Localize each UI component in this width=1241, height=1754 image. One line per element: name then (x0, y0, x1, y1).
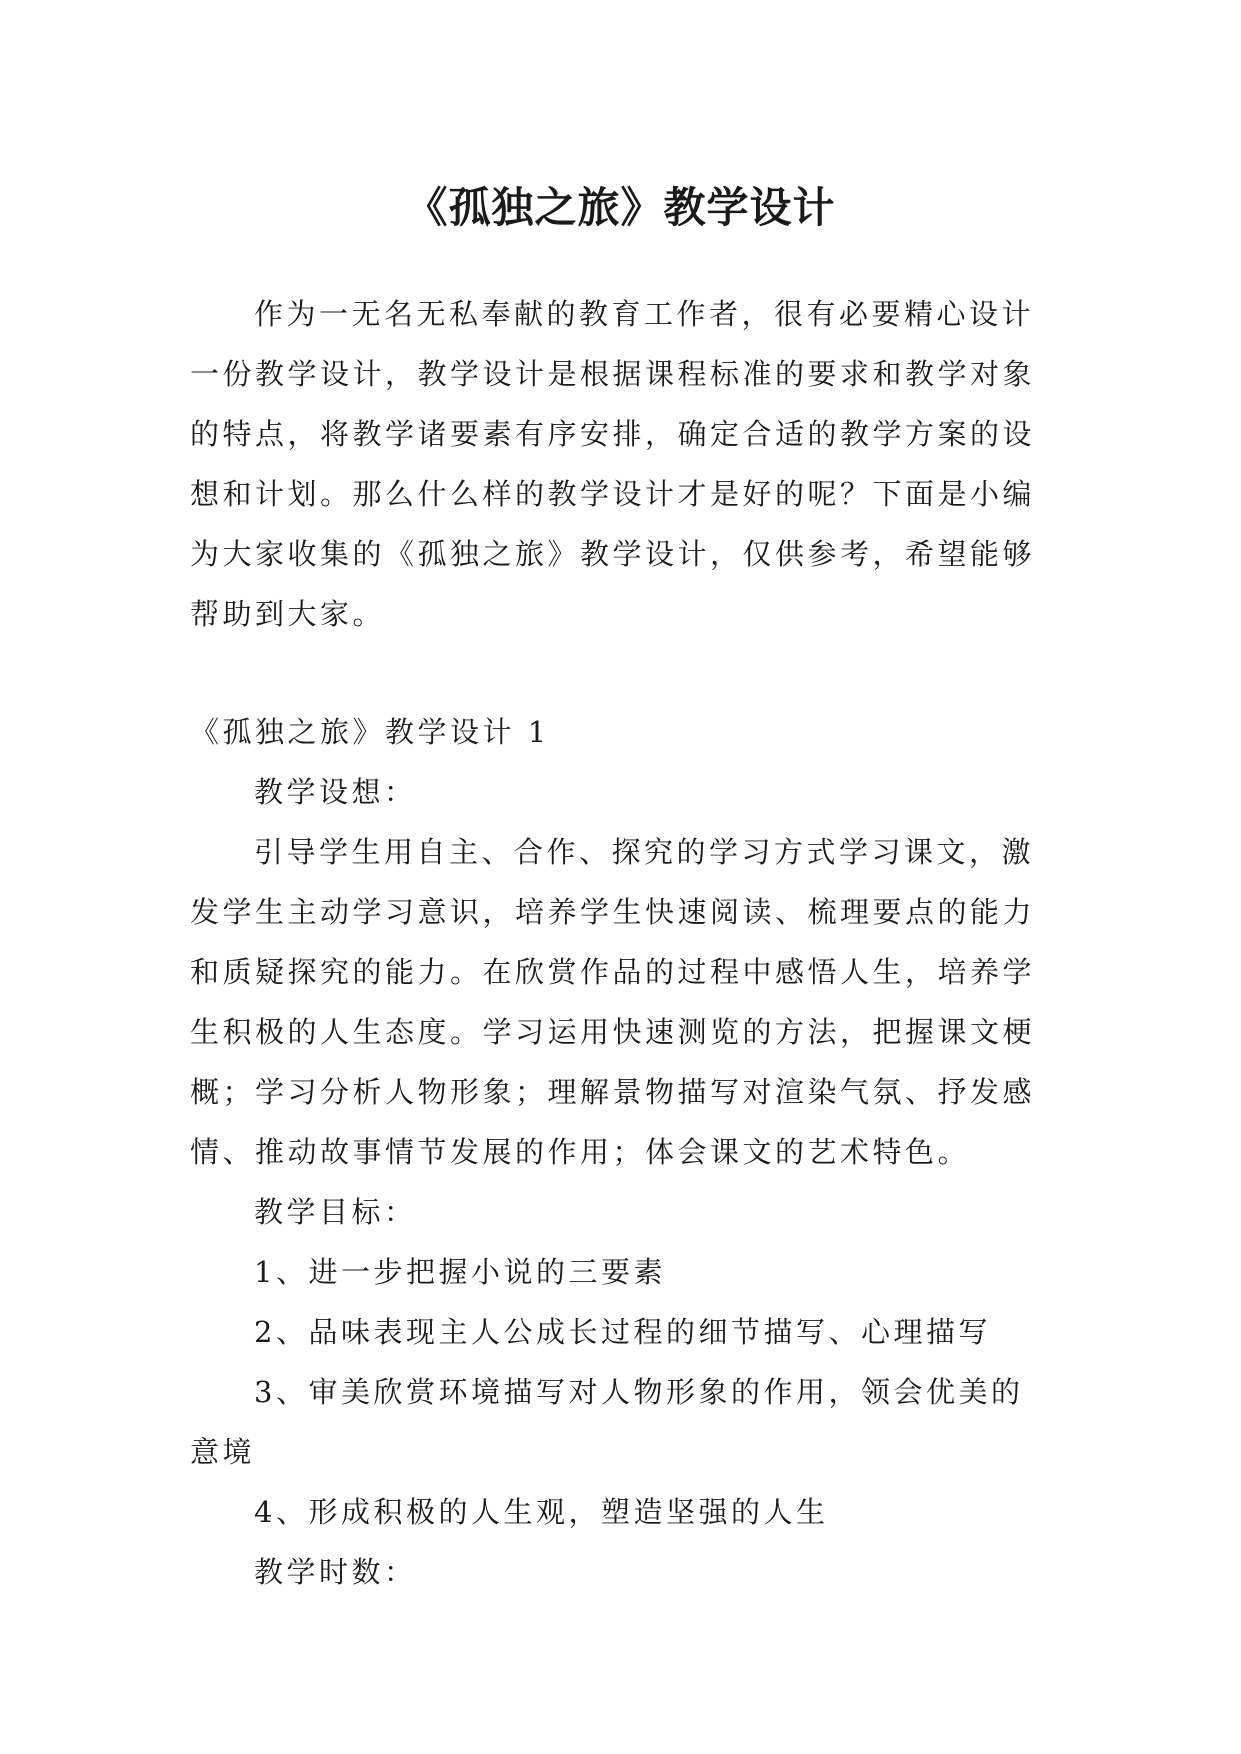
goal-item: 4、形成积极的人生观，塑造坚强的人生 (254, 1495, 829, 1529)
teaching-concept-paragraph: 引导学生用自主、合作、探究的学习方式学习课文，激发学生主动学习意识，培养学生快速阅读、梳理要点的能力和质疑探究的能力。在欣赏作品的过程中感悟人生，培养学生积极的人生态度。学习运用快速测览的方法，把握课文梗概；学习分析人物形象；理解景物描写对渲染气氛、抒发感情、推动故事情节发展的作用；体会课文的艺术特色。 (190, 835, 1036, 1169)
teaching-goals-label: 教学目标： (254, 1195, 417, 1229)
section-heading: 《孤独之旅》教学设计 1 (190, 715, 550, 749)
goal-item: 1、进一步把握小说的三要素 (254, 1255, 666, 1289)
document-title: 《孤独之旅》教学设计 (405, 183, 836, 233)
intro-paragraph: 作为一无名无私奉献的教育工作者，很有必要精心设计一份教学设计，教学设计是根据课程标准的要求和教学对象的特点，将教学诸要素有序安排，确定合适的教学方案的设想和计划。那么什么样的教学设计才是好的呢？下面是小编为大家收集的《孤独之旅》教学设计，仅供参考，希望能够帮助到大家。 (190, 297, 1036, 631)
goal-item: 3、审美欣赏环境描写对人物形象的作用，领会优美的意境 (190, 1375, 1024, 1469)
goal-item: 2、品味表现主人公成长过程的细节描写、心理描写 (254, 1315, 991, 1349)
teaching-concept-label: 教学设想： (254, 775, 417, 809)
teaching-hours-label: 教学时数： (254, 1555, 417, 1589)
document-body (190, 284, 1052, 1602)
